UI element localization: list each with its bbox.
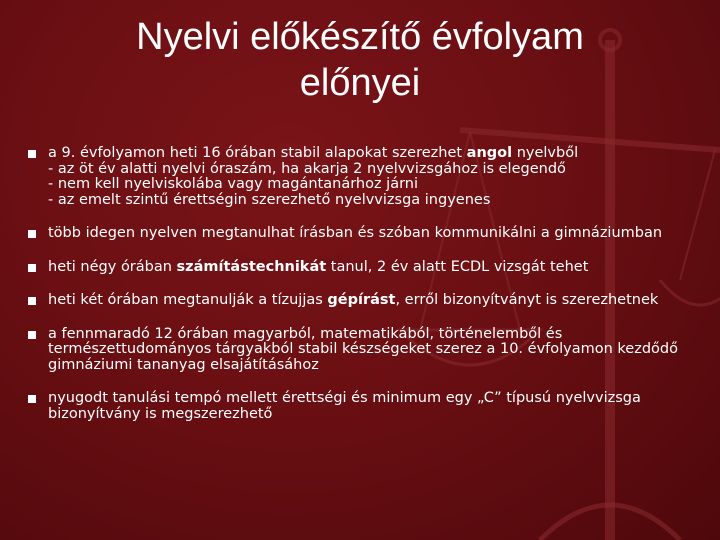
bullet-square-icon <box>28 395 36 403</box>
item-line: - az emelt szintű érettségin szerezhető nyelvvizsga ingyenes <box>48 191 491 208</box>
item-line: több idegen nyelven megtanulhat írásban és szóban kommunikálni a gimnáziumban <box>48 225 663 241</box>
bullet-list <box>28 146 698 440</box>
item-line: heti négy órában számítástechnikát tanul, 2 év alatt ECDL vizsgát tehet <box>48 258 589 275</box>
list-item <box>28 260 698 276</box>
title-line-2: előnyei <box>299 62 421 104</box>
list-item <box>28 226 698 242</box>
item-line: heti két órában megtanulják a tízujjas gépírást, erről bizonyítványt is szerezhetnek <box>48 292 659 308</box>
list-item <box>28 293 698 309</box>
bullet-square-icon <box>28 297 36 305</box>
list-item <box>28 146 698 208</box>
slide-title <box>0 14 720 106</box>
item-line: - az öt év alatti nyelvi óraszám, ha akarja 2 nyelvvizsgához is elegendő <box>48 160 566 177</box>
item-line: a 9. évfolyamon heti 16 órában stabil alapokat szerezhet angol nyelvből <box>48 145 579 161</box>
item-line: gimnáziumi tananyag elsajátításához <box>48 356 319 373</box>
title-line-1: Nyelvi előkészítő évfolyam <box>136 16 584 58</box>
item-line: természettudományos tárgyakból stabil készségeket szerez a 10. évfolyamon kezdődő <box>48 341 678 357</box>
item-line: a fennmaradó 12 órában magyarból, matematikából, történelemből és <box>48 325 563 342</box>
item-line: bizonyítvány is megszerezhető <box>48 405 273 422</box>
item-line: nyugodt tanulási tempó mellett érettségi és minimum egy „C” típusú nyelvvizsga <box>48 390 641 406</box>
list-item <box>28 327 698 374</box>
bullet-square-icon <box>28 230 36 238</box>
list-item <box>28 391 698 422</box>
bullet-square-icon <box>28 331 36 339</box>
bullet-square-icon <box>28 264 36 272</box>
bullet-square-icon <box>28 150 36 158</box>
item-line: - nem kell nyelviskolába vagy magántanárhoz járni <box>48 176 419 192</box>
